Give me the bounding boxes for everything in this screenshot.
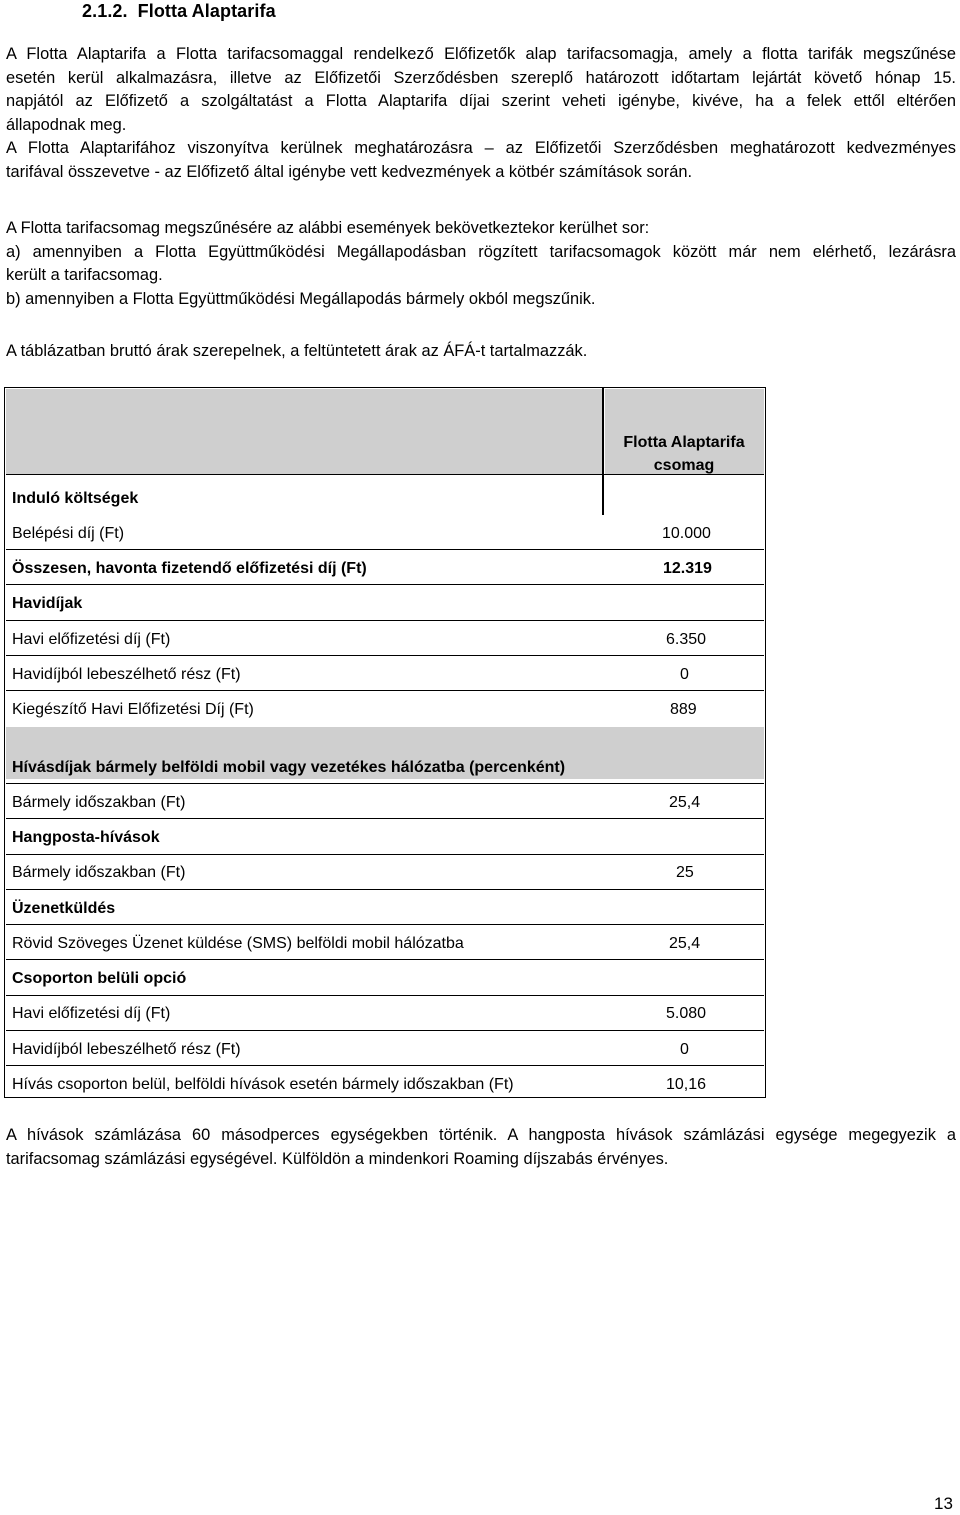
row-value: 10.000 <box>662 525 711 542</box>
row-value: 5.080 <box>666 1005 707 1022</box>
row-value: 25 <box>676 864 694 881</box>
intro-line: tarifával összevetve - az Előfizető által igénybe vett kedvezmények a kötbér számítások során. <box>6 162 693 181</box>
row-label: Rövid Szöveges Üzenet küldése (SMS) belföldi mobil hálózatba <box>12 935 464 952</box>
row-rule <box>6 924 764 925</box>
row-label: Kiegészítő Havi Előfizetési Díj (Ft) <box>12 701 254 718</box>
page-number: 13 <box>934 1494 953 1513</box>
row-label: Hívásdíjak bármely belföldi mobil vagy vezetékes hálózatba (percenként) <box>12 759 566 776</box>
row-label: Havi előfizetési díj (Ft) <box>12 631 171 648</box>
table-header-shade-left <box>6 389 602 474</box>
column-header-line: Flotta Alaptarifa <box>623 434 745 451</box>
billing-note-line: A hívások számlázása 60 másodperces egységekben történik. A hangposta hívások számlázási egysége megegyezik a <box>6 1126 956 1144</box>
row-value: 25,4 <box>669 794 701 811</box>
gross-price-note <box>6 340 956 364</box>
intro-paragraph <box>6 43 956 184</box>
termination-line: A Flotta tarifacsomag megszűnésére az alábbi események bekövetkeztekor kerülhet sor: <box>6 219 650 237</box>
row-value: 889 <box>670 701 697 718</box>
row-rule <box>6 1065 764 1066</box>
row-rule <box>6 959 764 960</box>
intro-line: esetén kerül alkalmazásra, illetve az Előfizetői Szerződésben szereplő határozott időtartam lejártát követő hónap 15. <box>6 68 956 87</box>
row-label: Induló költségek <box>12 490 139 507</box>
row-rule <box>6 854 764 855</box>
section-title: Flotta Alaptarifa <box>137 1 276 21</box>
row-label: Havidíjból lebeszélhető rész (Ft) <box>12 666 241 683</box>
row-label: Bármely időszakban (Ft) <box>12 864 186 881</box>
column-header-line: csomag <box>653 457 715 474</box>
intro-line: A Flotta Alaptarifa a Flotta tarifacsomaggal rendelkező Előfizetők alap tarifacsomagja, amely a flotta tarifák megszűnése <box>6 45 956 63</box>
row-rule <box>6 620 764 621</box>
column-header <box>603 431 765 477</box>
row-rule <box>6 584 764 585</box>
row-label: Hangposta-hívások <box>12 829 160 846</box>
row-label: Hívás csoporton belül, belföldi hívások esetén bármely időszakban (Ft) <box>12 1076 514 1093</box>
intro-line: A Flotta Alaptarifához viszonyítva kerülnek meghatározásra – az Előfizetői Szerződésben meghatározott kedvezményes <box>6 139 956 157</box>
billing-note-line: tarifacsomag számlázási egységével. Külföldön a mindenkori Roaming díjszabás érvényes. <box>6 1149 669 1168</box>
row-label: Havidíjból lebeszélhető rész (Ft) <box>12 1041 241 1058</box>
billing-note <box>6 1124 956 1171</box>
termination-paragraph <box>6 217 956 311</box>
row-label: Havi előfizetési díj (Ft) <box>12 1005 171 1022</box>
row-rule <box>6 783 764 784</box>
row-value: 6.350 <box>666 631 707 648</box>
row-value: 0 <box>680 666 689 683</box>
section-heading <box>82 1 276 22</box>
row-rule <box>6 995 764 996</box>
table-header-rule <box>6 474 602 475</box>
row-label: Bármely időszakban (Ft) <box>12 794 186 811</box>
row-label: Csoporton belüli opció <box>12 970 187 987</box>
row-rule <box>6 1030 764 1031</box>
row-rule <box>6 655 764 656</box>
row-label: Belépési díj (Ft) <box>12 525 125 542</box>
termination-line: került a tarifacsomag. <box>6 266 163 284</box>
section-number: 2.1.2. <box>82 1 128 21</box>
row-label: Összesen, havonta fizetendő előfizetési díj (Ft) <box>12 560 367 577</box>
row-value: 12.319 <box>663 560 712 577</box>
row-label: Havidíjak <box>12 595 83 612</box>
row-rule <box>6 818 764 819</box>
row-value: 10,16 <box>666 1076 707 1093</box>
row-value: 25,4 <box>669 935 701 952</box>
intro-line: napjától az Előfizető a szolgáltatást a Flotta Alaptarifa díjai szerint veheti igénybe, kivéve, ha a felek ettől eltérően <box>6 92 956 110</box>
termination-line: b) amennyiben a Flotta Együttműködési Megállapodás bármely okból megszűnik. <box>6 289 596 308</box>
gross-price-note-text: A táblázatban bruttó árak szerepelnek, a feltüntetett árak az ÁFÁ-t tartalmazzák. <box>6 342 588 360</box>
termination-line: a) amennyiben a Flotta Együttműködési Megállapodásban rögzített tarifacsomagok között már nem elérhető, lezárásra <box>6 242 956 261</box>
row-rule <box>6 549 764 550</box>
row-rule <box>6 690 764 691</box>
row-value: 0 <box>680 1041 689 1058</box>
row-label: Üzenetküldés <box>12 900 116 917</box>
intro-line: állapodnak meg. <box>6 115 127 134</box>
row-rule <box>6 889 764 890</box>
